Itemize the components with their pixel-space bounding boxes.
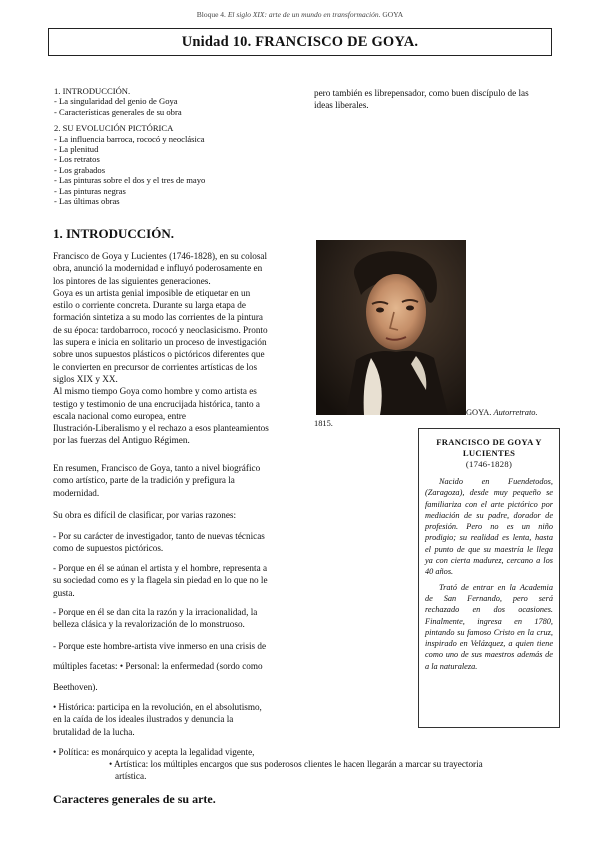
text-line: sobre unos supuestos plásticos o pictóricos diferentes que bbox=[53, 349, 265, 360]
table-of-contents bbox=[54, 86, 205, 206]
paragraph bbox=[53, 462, 260, 499]
paragraph bbox=[53, 509, 236, 521]
text-line: belleza clásica y la revalorización de lo monstruoso. bbox=[53, 619, 245, 630]
header-subtitle: El siglo XIX: arte de un mundo en transformación. bbox=[227, 10, 381, 19]
text-line: estilo o corriente concreta. Durante su larga etapa de bbox=[53, 300, 246, 311]
paragraph bbox=[53, 562, 268, 599]
toc-section-1: 1. INTRODUCCIÓN. bbox=[54, 86, 131, 96]
right-column-intro bbox=[314, 87, 576, 111]
text-line: Al mismo tiempo Goya como hombre y como artista es bbox=[53, 386, 257, 397]
toc-item: - La plenitud bbox=[54, 144, 99, 155]
text-line: brutalidad de la lucha. bbox=[53, 726, 135, 737]
text-line: siglos XIX y XX. bbox=[53, 373, 118, 384]
text-line: en la caída de los ideales ilustrados y denuncia la bbox=[53, 714, 234, 725]
goya-self-portrait-image bbox=[316, 240, 466, 415]
paragraph bbox=[53, 606, 257, 631]
text-line: como artístico, parte de la tradición y prefigura la bbox=[53, 475, 235, 486]
text-line: • Artística: los múltiples encargos que sus poderosos clientes le hacen llegarán a marcar su trayectoria bbox=[109, 759, 483, 769]
text-line: ideas liberales. bbox=[314, 100, 369, 110]
header-suffix: GOYA bbox=[382, 10, 404, 19]
caption-title: Autorretrato. bbox=[493, 408, 538, 417]
page-header bbox=[0, 10, 600, 19]
section-2-heading: Caracteres generales de su arte. bbox=[53, 792, 216, 806]
text-line: de su época: tardobarroco, rococó y neoclasicismo. Pronto bbox=[53, 324, 268, 335]
paragraph bbox=[109, 758, 483, 783]
paragraph bbox=[53, 530, 265, 555]
toc-item: - Las pinturas negras bbox=[54, 185, 126, 196]
text-line: • Histórica: participa en la revolución, en el absolutismo, bbox=[53, 702, 262, 712]
toc-item: - Las últimas obras bbox=[54, 196, 120, 207]
text-line: obra, anunció la modernidad e influyó poderosamente en bbox=[53, 263, 263, 274]
toc-item: - Los retratos bbox=[54, 154, 100, 165]
portrait-painting bbox=[316, 240, 466, 415]
text-line: Ilustración-Liberalismo y el rechazo a esos planteamientos bbox=[53, 423, 269, 434]
text-line: formación sintetiza a su modo las corrientes de la pintura bbox=[53, 312, 263, 323]
bio-paragraph: Nacido en Fuendetodos, (Zaragoza), desde muy pequeño se familiariza con el arte pictórico por mediación de su padre, dorador de profesión. Pero no es un niño prodigio; su realidad es lenta, hasta el punto de que su maestría le llega ya con cierta madurez, cercano a los 40 años. bbox=[425, 477, 553, 577]
text-line: - Por su carácter de investigador, tanto de nuevas técnicas bbox=[53, 531, 265, 541]
caption-name: GOYA. bbox=[466, 408, 492, 417]
text-line: le convierten en precursor de corrientes artísticas de los bbox=[53, 361, 258, 372]
text-line: Su obra es difícil de clasificar, por varias razones: bbox=[53, 510, 237, 520]
paragraph bbox=[53, 746, 254, 758]
text-line: Goya es un artista genial imposible de etiquetar en un bbox=[53, 287, 251, 298]
unit-title: Unidad 10. FRANCISCO DE GOYA. bbox=[48, 28, 552, 56]
bio-paragraph: Trató de entrar en la Academia de San Fernando, pero será rechazado en dos ocasiones. Finalmente, ingresa en 1780, pintando su famoso Cristo en la cruz, inspirado en Velázquez, a quien tiene como uno de sus maestros además de a la naturaleza. bbox=[425, 582, 553, 671]
text-line: testigo y testimonio de una encrucijada histórica, tanto a bbox=[53, 398, 260, 409]
text-line: - Porque este hombre-artista vive inmerso en una crisis de bbox=[53, 641, 267, 651]
paragraph bbox=[53, 681, 98, 693]
portrait-caption bbox=[466, 408, 538, 417]
text-line: su sociedad como es y la flagela sin piedad en lo que no le bbox=[53, 575, 268, 586]
text-line: escala nacional como europea, entre bbox=[53, 410, 186, 421]
text-line: Beethoven). bbox=[53, 682, 98, 692]
paragraph bbox=[53, 250, 269, 447]
text-line: - Porque en él se aúnan el artista y el hombre, representa a bbox=[53, 563, 268, 573]
text-line: por las fuerzas del Antiguo Régimen. bbox=[53, 435, 190, 446]
paragraph bbox=[53, 660, 263, 672]
text-line: como de supuestos pictóricos. bbox=[53, 543, 164, 554]
toc-item: - Las pinturas sobre el dos y el tres de mayo bbox=[54, 175, 206, 186]
text-line: modernidad. bbox=[53, 487, 100, 498]
bio-text bbox=[425, 476, 553, 672]
text-line: las supera e inicia en solitario un proceso de investigación bbox=[53, 337, 267, 348]
bio-name: FRANCISCO DE GOYA Y LUCIENTES bbox=[436, 437, 542, 458]
toc-item: - Características generales de su obra bbox=[54, 106, 182, 117]
text-line: En resumen, Francisco de Goya, tanto a nivel biográfico bbox=[53, 463, 261, 473]
toc-item: - La singularidad del genio de Goya bbox=[54, 96, 178, 107]
toc-item: - La influencia barroca, rococó y neoclásica bbox=[54, 133, 205, 144]
bio-title bbox=[425, 437, 553, 470]
portrait-year: 1815. bbox=[314, 419, 333, 428]
biography-box bbox=[418, 428, 560, 728]
paragraph bbox=[53, 640, 266, 652]
text-line: los pintores de las siguientes generaciones. bbox=[53, 275, 211, 286]
toc-section-2: 2. SU EVOLUCIÓN PICTÓRICA bbox=[54, 123, 174, 134]
text-line: - Porque en él se dan cita la razón y la irracionalidad, la bbox=[53, 607, 258, 617]
paragraph bbox=[53, 701, 262, 738]
text-line: • Política: es monárquico y acepta la legalidad vigente, bbox=[53, 747, 255, 757]
text-line: gusta. bbox=[53, 587, 75, 598]
section-1-heading: 1. INTRODUCCIÓN. bbox=[53, 226, 174, 241]
header-prefix: Bloque 4. bbox=[196, 10, 226, 19]
text-line: múltiples facetas: • Personal: la enfermedad (sordo como bbox=[53, 661, 263, 671]
text-line: artística. bbox=[115, 771, 147, 782]
bio-dates: (1746-1828) bbox=[465, 459, 513, 469]
text-line: pero también es librepensador, como buen discípulo de las bbox=[314, 88, 529, 98]
text-line: Francisco de Goya y Lucientes (1746-1828), en su colosal bbox=[53, 251, 268, 261]
toc-item: - Los grabados bbox=[54, 164, 106, 175]
